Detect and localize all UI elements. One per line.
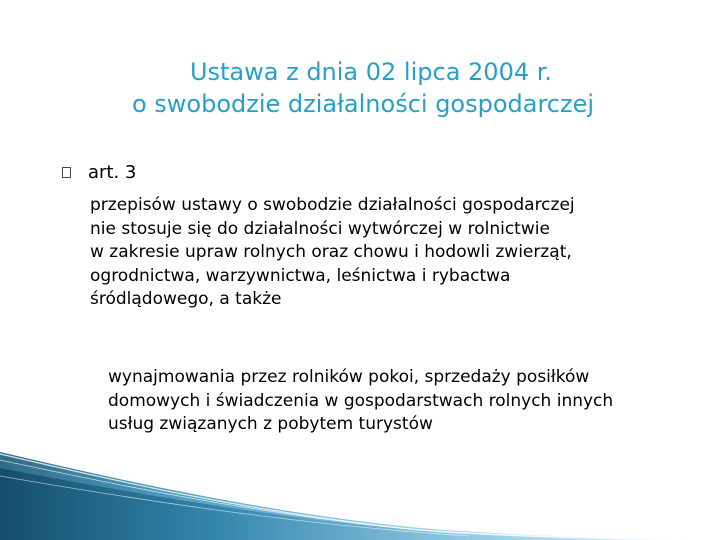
slide-title <box>0 56 720 120</box>
paragraph-1-line: nie stosuje się do działalności wytwórczej w rolnictwie <box>90 218 550 239</box>
paragraph-2 <box>108 366 708 437</box>
paragraph-1-line: przepisów ustawy o swobodzie działalności gospodarczej <box>90 195 575 215</box>
decorative-wave <box>0 440 720 540</box>
bullet-label: art. 3 <box>88 162 137 183</box>
bullet-item <box>62 162 136 183</box>
paragraph-2-line: domowych i świadczenia w gospodarstwach rolnych innych <box>108 390 614 411</box>
square-bullet-icon <box>62 167 71 178</box>
paragraph-2-line: wynajmowania przez rolników pokoi, sprzedaży posiłków <box>108 367 590 387</box>
paragraph-1-line: ogrodnictwa, warzywnictwa, leśnictwa i rybactwa <box>90 265 511 286</box>
paragraph-1-line: w zakresie upraw rolnych oraz chowu i hodowli zwierząt, <box>90 242 572 262</box>
paragraph-1 <box>90 194 690 312</box>
title-line-2: o swobodzie działalności gospodarczej <box>131 90 595 118</box>
paragraph-2-line: usług związanych z pobytem turystów <box>108 414 433 434</box>
paragraph-1-line: śródlądowego, a także <box>90 289 282 309</box>
title-line-1: Ustawa z dnia 02 lipca 2004 r. <box>189 58 553 86</box>
